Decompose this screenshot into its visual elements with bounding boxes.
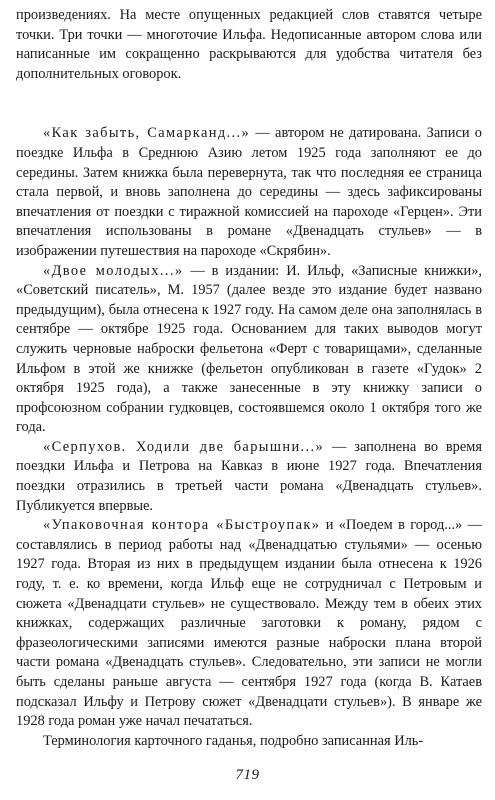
page-number: 719 xyxy=(235,767,260,783)
entry-title: «Как забыть, Самарканд...» xyxy=(43,125,251,142)
intro-paragraph: произведениях. На месте опущенных редакцией слов ставятся четыре точки. Три точки — многоточие Ильфа. Недописанные автором слова или написанные им сокращенно раскрываются для удобства читателя без дополнительных оговорок. xyxy=(16,7,482,82)
entry-paragraph xyxy=(16,262,482,438)
section-gap xyxy=(16,84,482,124)
entry-paragraph xyxy=(16,438,482,516)
entry-title: «Двое молодых...» xyxy=(43,262,184,279)
entry-text: — заполнена во время поездки Ильфа и Петрова на Кавказ в июне 1927 года. Впечатления поездки отразились в третьей части романа «Двенадцать стульев». Публикуется впервые. xyxy=(16,438,482,514)
entry-text: и «Поедем в город...» — составлялись в период работы над «Двенадцатью стульями» — осенью 1927 года. Вторая из них в предыдущем издании была отнесена к 1926 году, т. е. ко времени, когда Ильф еще не сотрудничал с Петровым и сюжета «Двенадцати стульев» не существовало. Между тем в обеих этих книжках, содержащих различные заготовки к роману, рядом с фразеологическими записями имеются разные наброски плана второй части романа «Двенадцать стульев». Следовательно, эти записи не могли быть сделаны раньше августа — сентября 1927 года (когда В. Катаев подсказал Ильфу и Петрову сюжет «Двенадцати стульев»). В январе же 1928 года роман уже начал печататься. xyxy=(16,517,482,730)
entry-paragraph xyxy=(16,516,482,732)
page-body xyxy=(16,6,482,751)
entry-paragraph xyxy=(16,124,482,261)
entry-title: «Серпухов. Ходили две барышни...» xyxy=(43,438,325,455)
entry-title: «Упаковочная контора «Быстроупак» xyxy=(43,517,321,534)
entry-text: — автором не датирована. Записи о поездке Ильфа в Среднюю Азию летом 1925 года заполняют ее до середины. Затем книжка была перевернута, так что последняя ее страница стала первой, и вновь заполнена до середины — здесь зафиксированы впечатления от поездки с тиражной комиссией на пароходе «Герцен». Эти впечатления использованы в романе «Двенадцать стульев» — в изображении путешествия на пароходе «Скрябин». xyxy=(16,125,482,259)
entry-text: — в издании: И. Ильф, «Записные книжки», «Советский писатель», М. 1957 (далее везде это издание будет названо предыдущим), была отнесена к 1927 году. На самом деле она заполнялась в сентябре — октябре 1925 года. Основанием для таких выводов могут служить черновые наброски фельетона «Ферт с товарищами», сделанные Ильфом в этой же книжке (фельетон опубликован в газете «Гудок» 2 октября 1925 года), а также занесенные в эту книжку записи о профсоюзном собрании гудковцев, состоявшемся около 1 октября того же года. xyxy=(16,262,482,436)
continuing-paragraph: Терминология карточного гаданья, подробно записанная Иль- xyxy=(43,732,424,749)
